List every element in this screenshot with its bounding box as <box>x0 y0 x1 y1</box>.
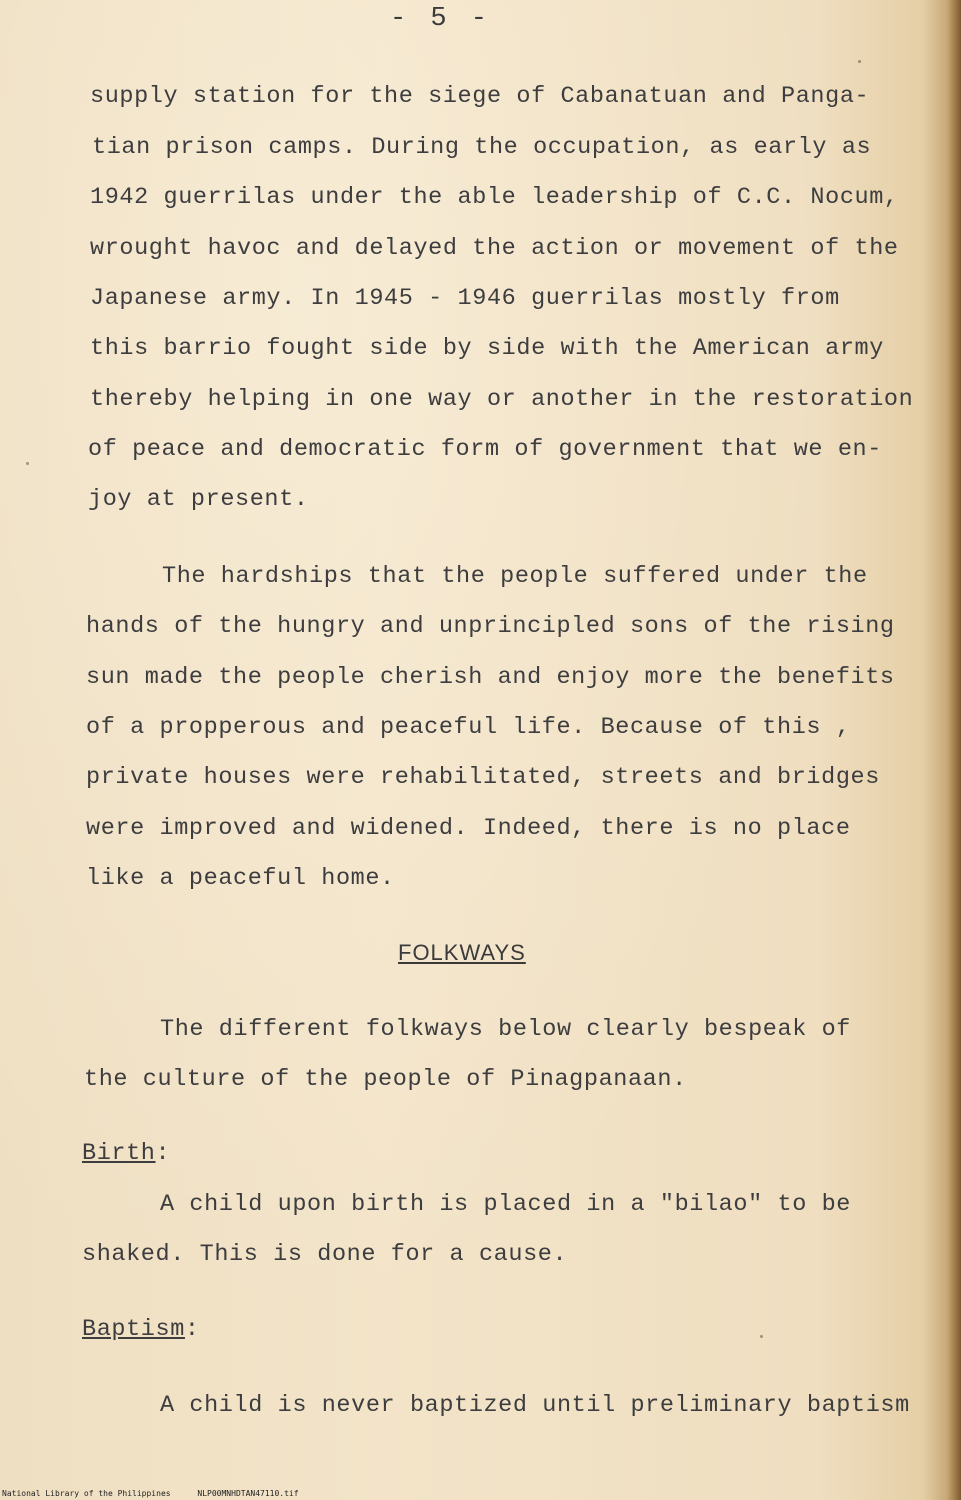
paragraph-1-line: joy at present. <box>88 486 309 513</box>
birth-heading-colon: : <box>155 1140 171 1167</box>
baptism-heading-colon: : <box>184 1316 200 1343</box>
paragraph-1-line: 1942 guerrilas under the able leadership of C.C. Nocum, <box>90 184 899 211</box>
paragraph-1-line: of peace and democratic form of government that we en- <box>88 436 882 463</box>
birth-heading-label: Birth <box>82 1140 156 1167</box>
page-number: - 5 - <box>390 4 492 34</box>
birth-heading <box>82 1140 170 1167</box>
paper-speck <box>760 1335 763 1338</box>
paragraph-1-line: thereby helping in one way or another in the restoration <box>90 386 914 413</box>
page-edge-shadow <box>947 0 961 1500</box>
birth-line: shaked. This is done for a cause. <box>82 1241 568 1268</box>
paragraph-2-line: private houses were rehabilitated, streets and bridges <box>86 764 880 791</box>
paragraph-2-line: The hardships that the people suffered under the <box>162 563 868 590</box>
paragraph-3-line: the culture of the people of Pinagpanaan. <box>84 1066 687 1093</box>
paragraph-2-line: sun made the people cherish and enjoy more the benefits <box>86 664 895 691</box>
baptism-heading <box>82 1316 200 1343</box>
paragraph-2-line: were improved and widened. Indeed, there is no place <box>86 815 851 842</box>
paragraph-3-line: The different folkways below clearly bespeak of <box>160 1016 852 1043</box>
baptism-heading-label: Baptism <box>82 1316 185 1343</box>
paragraph-2-line: like a peaceful home. <box>86 865 395 892</box>
footer-library: National Library of the Philippines <box>2 1489 171 1498</box>
archive-footer <box>2 1489 321 1498</box>
footer-file-id: NLP00MNHDTAN47110.tif <box>197 1489 299 1498</box>
paragraph-1-line: tian prison camps. During the occupation, as early as <box>92 134 872 161</box>
paragraph-1-line: supply station for the siege of Cabanatuan and Panga- <box>90 83 870 110</box>
paragraph-1-line: this barrio fought side by side with the American army <box>90 335 884 362</box>
paragraph-2-line: hands of the hungry and unprincipled sons of the rising <box>86 613 895 640</box>
section-heading: FOLKWAYS <box>398 940 526 965</box>
paper-speck <box>858 60 861 63</box>
birth-line: A child upon birth is placed in a "bilao" to be <box>160 1191 852 1218</box>
paper-speck <box>26 462 29 465</box>
paragraph-2-line: of a propperous and peaceful life. Because of this , <box>86 714 851 741</box>
paragraph-1-line: wrought havoc and delayed the action or movement of the <box>90 235 899 262</box>
baptism-line: A child is never baptized until preliminary baptism <box>160 1392 910 1419</box>
paragraph-1-line: Japanese army. In 1945 - 1946 guerrilas mostly from <box>90 285 840 312</box>
